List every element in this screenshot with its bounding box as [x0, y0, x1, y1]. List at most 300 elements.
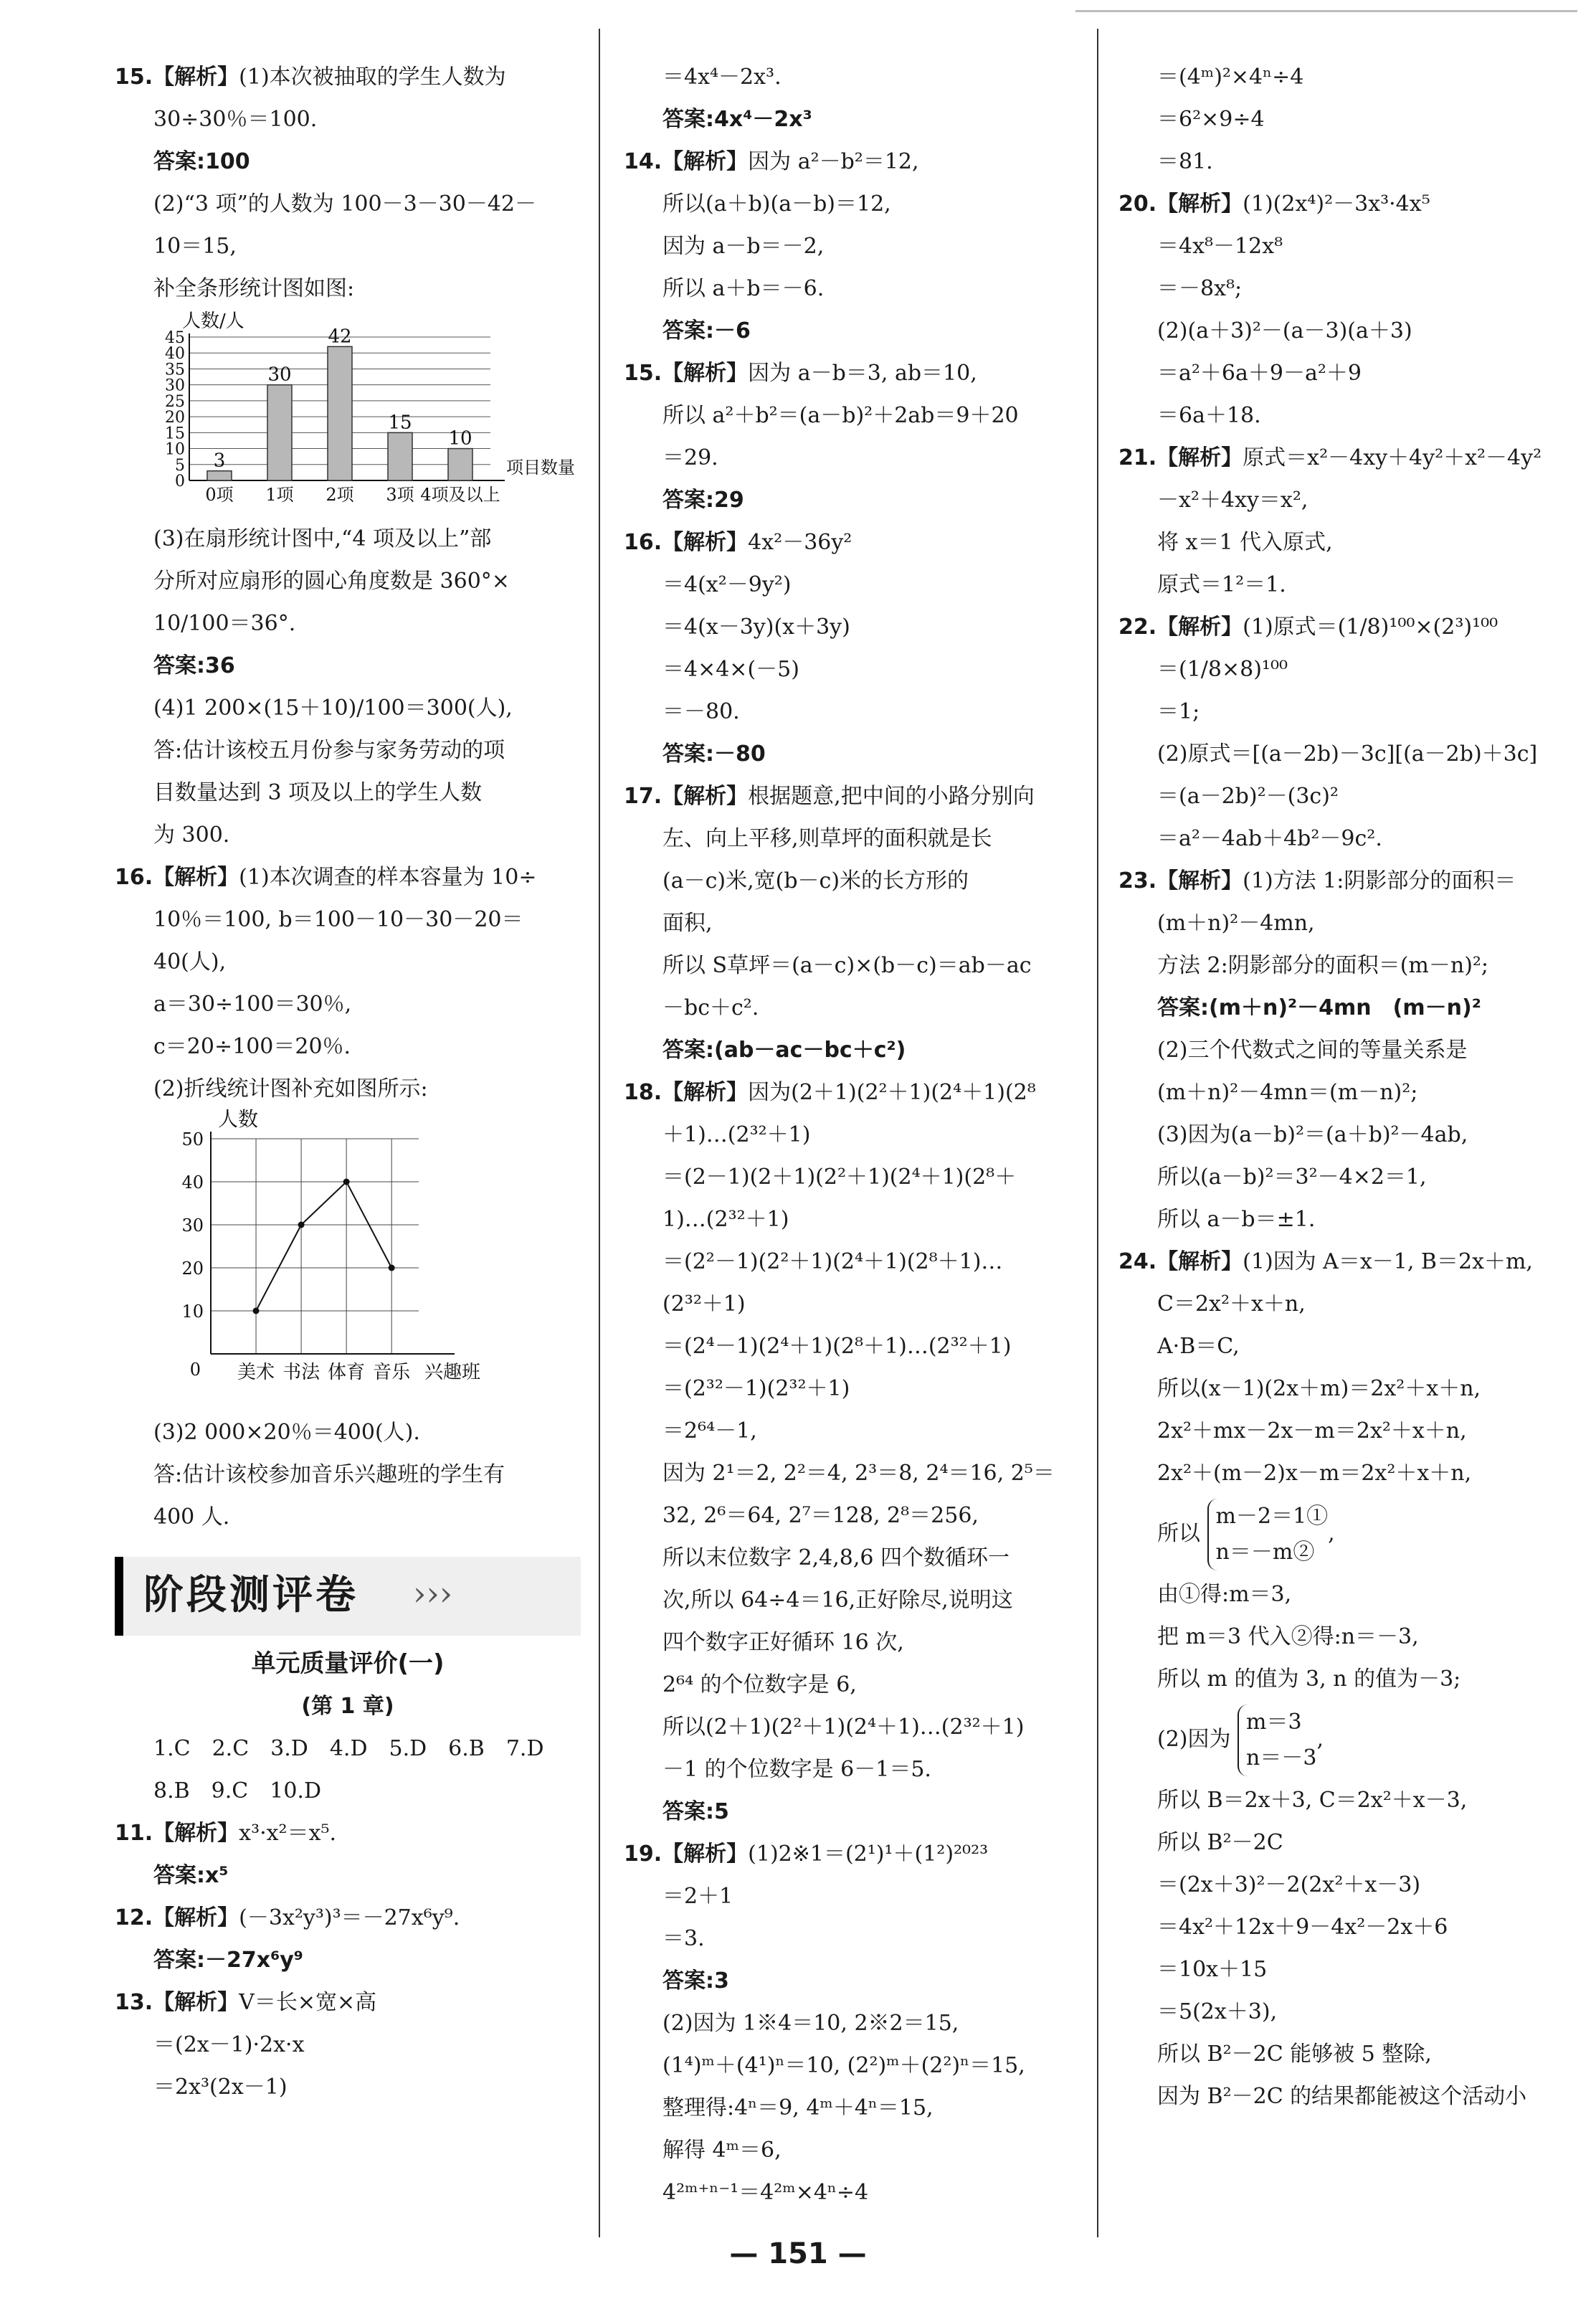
- x-tick-label: 美术: [237, 1362, 275, 1383]
- line-text: 10＝15,: [153, 234, 237, 259]
- text-line: [1118, 691, 1577, 733]
- data-label: 30: [267, 364, 292, 386]
- line-text: 因为 B²－2C 的结果都能被这个活动小: [1157, 2084, 1527, 2109]
- line-text: 答案:(m＋n)²－4mn (m－n)²: [1157, 995, 1481, 1020]
- line-text: 答案:29: [662, 488, 744, 513]
- text-line: [624, 2171, 1090, 2214]
- problem-line: [624, 141, 1090, 183]
- text-line: [1118, 1367, 1577, 1410]
- line-text: (3)因为(a－b)²＝(a＋b)²－4ab,: [1157, 1122, 1468, 1147]
- text-line: [1118, 1658, 1577, 1700]
- problem-line: [624, 521, 1090, 564]
- line-text: (m＋n)²－4mn＝(m－n)²;: [1157, 1080, 1418, 1105]
- origin-label: 0: [189, 1360, 201, 1380]
- system-brace: [1238, 1705, 1316, 1776]
- line-text: －bc＋c².: [662, 995, 759, 1020]
- line-text: ＝(a－2b)²－(3c)²: [1157, 784, 1339, 809]
- col3a-text: [1118, 56, 1577, 1494]
- line-text: 把 m＝3 代入②得:n＝－3,: [1157, 1624, 1419, 1649]
- problem-line: [115, 56, 581, 98]
- line-text: 答案:－27x⁶y⁹: [153, 1948, 303, 1973]
- text-line: [1118, 775, 1577, 817]
- line-chart-svg: [153, 1107, 526, 1397]
- y-tick-label: 10: [165, 440, 185, 459]
- text-line: [1118, 733, 1577, 775]
- text-line: [624, 691, 1090, 733]
- text-line: [1118, 1991, 1577, 2033]
- section-banner: [115, 1557, 581, 1636]
- line-text: ＝a²－4ab＋4b²－9c².: [1157, 826, 1382, 851]
- text-line: [1118, 56, 1577, 98]
- line-text: (4)1 200×(15＋10)/100＝300(人),: [153, 696, 513, 721]
- text-line: [1118, 2075, 1577, 2118]
- line-text: (3)2 000×20％＝400(人).: [153, 1420, 420, 1445]
- text-line: [624, 1241, 1090, 1283]
- text-line: [115, 1411, 581, 1454]
- line-text: (1)(2x⁴)²－3x³·4x⁵: [1243, 191, 1430, 217]
- answer-line: [624, 479, 1090, 521]
- line-text: ＝－80.: [662, 699, 740, 724]
- line-text: 目数量达到 3 项及以上的学生人数: [153, 780, 483, 805]
- line-text: (2)三个代数式之间的等量关系是: [1157, 1038, 1468, 1063]
- problem-line: [115, 1812, 581, 1854]
- line-text: ＝(4ᵐ)²×4ⁿ÷4: [1157, 65, 1304, 90]
- text-line: [624, 2044, 1090, 2087]
- line-text: 2⁶⁴ 的个位数字是 6,: [662, 1672, 857, 1697]
- line-text: 分所对应扇形的圆心角度数是 360°×: [153, 569, 510, 594]
- line-text: 答案:(ab－ac－bc＋c²): [662, 1038, 906, 1063]
- problem-label: 15.【解析】: [624, 361, 749, 386]
- line-text: ＝2＋1: [662, 1884, 733, 1909]
- x-axis-label: 兴趣班: [424, 1362, 481, 1383]
- col1b-text: [115, 518, 581, 1110]
- line-text: (a－c)米,宽(b－c)米的长方形的: [662, 868, 969, 893]
- column-3: [1118, 56, 1577, 2118]
- text-line: [1118, 394, 1577, 437]
- data-point: [298, 1222, 305, 1228]
- line-text: 答案:3: [662, 1968, 729, 1994]
- y-axis-label: 人数/人: [182, 311, 244, 332]
- line-text: ＝4x⁸－12x⁸: [1157, 234, 1283, 259]
- text-line: [624, 1114, 1090, 1156]
- x-tick-label: 0项: [205, 485, 234, 505]
- line-text: 四个数字正好循环 16 次,: [662, 1630, 904, 1655]
- problem-label: 19.【解析】: [624, 1841, 749, 1867]
- line-text: (1)因为 A＝x－1, B＝2x＋m,: [1243, 1249, 1533, 1274]
- col3b-text: [1118, 1573, 1577, 1700]
- line-text: 因为 a²－b²＝12,: [748, 149, 919, 174]
- answer-line: [115, 1939, 581, 1981]
- line-text: 30÷30％＝100.: [153, 107, 318, 132]
- line-chart: [153, 1107, 581, 1411]
- answer-line: [624, 733, 1090, 775]
- text-line: [624, 1748, 1090, 1791]
- equation-system-1: [1118, 1494, 1577, 1573]
- text-line: [624, 902, 1090, 944]
- text-line: [624, 267, 1090, 310]
- line-text: 400 人.: [153, 1504, 230, 1530]
- line-text: 所以(a－b)²＝3²－4×2＝1,: [1157, 1165, 1427, 1190]
- text-line: [1118, 1864, 1577, 1906]
- text-line: [115, 1727, 581, 1770]
- problem-line: [115, 856, 581, 899]
- problem-label: 23.【解析】: [1118, 868, 1243, 893]
- line-text: 所以(2＋1)(2²＋1)(2⁴＋1)…(2³²＋1): [662, 1715, 1025, 1740]
- line-text: 方法 2:阴影部分的面积＝(m－n)²;: [1157, 953, 1489, 978]
- line-text: ＝(2⁴－1)(2⁴＋1)(2⁸＋1)…(2³²＋1): [662, 1334, 1012, 1359]
- text-line: [624, 1706, 1090, 1748]
- line-text: 面积,: [662, 911, 713, 936]
- line-text: 所以 a－b＝±1.: [1157, 1207, 1316, 1232]
- y-tick-label: 30: [165, 376, 185, 395]
- y-tick-label: 35: [165, 361, 185, 379]
- line-text: ＝(2²－1)(2²＋1)(2⁴＋1)(2⁸＋1)…: [662, 1249, 1003, 1274]
- problem-label: 22.【解析】: [1118, 615, 1243, 640]
- text-line: [624, 2087, 1090, 2129]
- text-line: [1118, 98, 1577, 141]
- line-text: 因为(2＋1)(2²＋1)(2⁴＋1)(2⁸: [748, 1080, 1036, 1105]
- system-line: m＝3: [1246, 1710, 1302, 1735]
- answer-line: [624, 1960, 1090, 2002]
- text-line: [1118, 944, 1577, 987]
- line-text: 答案:100: [153, 149, 250, 174]
- text-line: [624, 1325, 1090, 1367]
- line-text: 10/100＝36°.: [153, 611, 296, 636]
- x-tick-label: 音乐: [373, 1362, 411, 1383]
- text-line: [624, 817, 1090, 860]
- y-tick-label: 0: [175, 473, 185, 490]
- problem-label: 18.【解析】: [624, 1080, 749, 1105]
- text-line: [1118, 1283, 1577, 1325]
- text-line: [1118, 2033, 1577, 2075]
- line-text: (1)本次被抽取的学生人数为: [239, 65, 506, 90]
- text-line: [624, 1664, 1090, 1706]
- text-line: [1118, 1616, 1577, 1658]
- text-line: [624, 1494, 1090, 1537]
- text-line: [115, 941, 581, 983]
- line-text: 为 300.: [153, 823, 230, 848]
- text-line: [624, 944, 1090, 987]
- text-line: [1118, 479, 1577, 521]
- text-line: [1118, 902, 1577, 944]
- problem-label: 13.【解析】: [115, 1990, 239, 2015]
- answer-line: [115, 645, 581, 687]
- y-tick-label: 15: [165, 425, 185, 443]
- col1-text: [115, 56, 581, 310]
- problem-label: 15.【解析】: [115, 65, 239, 90]
- line-text: (1)原式＝(1/8)¹⁰⁰×(2³)¹⁰⁰: [1243, 615, 1498, 640]
- text-line: [115, 183, 581, 225]
- line-text: 原式＝1²＝1.: [1157, 572, 1286, 597]
- bar: [207, 471, 232, 480]
- text-line: [1118, 1779, 1577, 1821]
- text-line: [115, 98, 581, 141]
- x-axis-label: 项目数量: [506, 458, 575, 478]
- line-text: 次,所以 64÷4＝16,正好除尽,说明这: [662, 1588, 1013, 1613]
- problem-label: 14.【解析】: [624, 149, 749, 174]
- data-label: 42: [328, 326, 352, 348]
- bar: [267, 385, 292, 480]
- text-line: [624, 1452, 1090, 1494]
- line-text: 1)…(2³²＋1): [662, 1207, 789, 1232]
- problem-line: [624, 775, 1090, 817]
- text-line: [624, 1367, 1090, 1410]
- problem-line: [1118, 437, 1577, 479]
- line-text: 整理得:4ⁿ＝9, 4ᵐ＋4ⁿ＝15,: [662, 2095, 934, 2120]
- line-text: 10％＝100, b＝100－10－30－20＝: [153, 907, 523, 932]
- line-text: ＝－8x⁸;: [1157, 276, 1243, 301]
- x-tick-label: 4项及以上: [420, 485, 500, 505]
- data-point: [253, 1308, 260, 1314]
- text-line: [624, 1875, 1090, 1918]
- text-line: [1118, 141, 1577, 183]
- text-line: [115, 518, 581, 560]
- text-line: [115, 687, 581, 729]
- text-line: [1118, 1452, 1577, 1494]
- x-tick-label: 1项: [265, 485, 294, 505]
- answer-line: [624, 1791, 1090, 1833]
- line-text: 所以 a＋b＝－6.: [662, 276, 825, 301]
- line-text: 32, 2⁶＝64, 2⁷＝128, 2⁸＝256,: [662, 1503, 979, 1528]
- line-text: 所以末位数字 2,4,8,6 四个数循环一: [662, 1545, 1010, 1570]
- line-text: 答案:4x⁴－2x³: [662, 107, 812, 132]
- problem-line: [115, 1981, 581, 2024]
- line-text: ＝4(x－3y)(x＋3y): [662, 615, 850, 640]
- line-text: (m＋n)²－4mn,: [1157, 911, 1315, 936]
- line-text: a＝30÷100＝30％,: [153, 992, 352, 1017]
- y-tick-label: 40: [165, 345, 185, 364]
- line-text: (2)(a＋3)²－(a－3)(a＋3): [1157, 318, 1412, 343]
- line-text: 因为 2¹＝2, 2²＝4, 2³＝8, 2⁴＝16, 2⁵＝: [662, 1461, 1055, 1486]
- system-prefix: 所以: [1157, 1521, 1200, 1546]
- text-line: [115, 983, 581, 1025]
- data-label: 15: [388, 412, 412, 434]
- column-divider: [599, 29, 600, 2237]
- text-line: [624, 564, 1090, 606]
- line-text: ＝4x⁴－2x³.: [662, 65, 782, 90]
- problem-line: [624, 1833, 1090, 1875]
- line-text: 答案:x⁵: [153, 1863, 229, 1888]
- line-text: ＝2x³(2x－1): [153, 2075, 288, 2100]
- column-2: [624, 56, 1090, 2214]
- line-text: 所以(a＋b)(a－b)＝12,: [662, 191, 891, 217]
- problem-line: [1118, 860, 1577, 902]
- text-line: [624, 2002, 1090, 2044]
- section-arrows: ›››: [413, 1574, 453, 1613]
- problem-line: [1118, 1241, 1577, 1283]
- line-text: ＝6a＋18.: [1157, 403, 1261, 428]
- problem-line: [1118, 183, 1577, 225]
- system-line: m－2＝1①: [1215, 1504, 1329, 1529]
- y-tick-label: 5: [175, 456, 185, 475]
- line-text: 所以 B²－2C: [1157, 1830, 1283, 1855]
- text-line: [1118, 1410, 1577, 1452]
- column-1: [115, 56, 581, 2108]
- line-text: V＝长×宽×高: [239, 1990, 377, 2015]
- line-text: 40(人),: [153, 949, 227, 975]
- text-line: [1118, 352, 1577, 394]
- text-line: [624, 2129, 1090, 2171]
- line-text: 补全条形统计图如图:: [153, 276, 355, 301]
- y-tick-label: 25: [165, 392, 185, 411]
- text-line: [624, 225, 1090, 267]
- line-text: 所以 a²＋b²＝(a－b)²＋2ab＝9＋20: [662, 403, 1019, 428]
- line-text: 由①得:m＝3,: [1157, 1582, 1292, 1607]
- problem-label: 21.【解析】: [1118, 445, 1243, 470]
- system-prefix: (2)因为: [1157, 1727, 1231, 1752]
- text-line: [115, 1770, 581, 1812]
- text-line: [115, 602, 581, 645]
- text-line: [1118, 1198, 1577, 1241]
- line-text: (1)本次调查的样本容量为 10÷: [239, 865, 537, 890]
- text-line: [115, 1025, 581, 1068]
- text-line: [1118, 564, 1577, 606]
- bar-chart: [153, 310, 581, 518]
- line-text: (2)折线统计图补充如图所示:: [153, 1076, 428, 1101]
- text-line: [624, 1918, 1090, 1960]
- line-text: ＝81.: [1157, 149, 1213, 174]
- bar: [448, 449, 472, 480]
- line-text: 4x²－36y²: [748, 530, 852, 555]
- text-line: [624, 987, 1090, 1029]
- text-line: [624, 1156, 1090, 1198]
- answer-line: [115, 1854, 581, 1897]
- chapter-label: (第 1 章): [301, 1694, 394, 1719]
- line-text: 所以 B＝2x＋3, C＝2x²＋x－3,: [1157, 1788, 1468, 1813]
- system-line: n＝－m②: [1215, 1540, 1315, 1565]
- line-text: (2)原式＝[(a－2b)－3c][(a－2b)＋3c]: [1157, 741, 1538, 767]
- equation-system-2: [1118, 1700, 1577, 1779]
- x-tick-label: 2项: [326, 485, 354, 505]
- text-line: [624, 183, 1090, 225]
- text-line: [115, 1068, 581, 1110]
- line-text: 答案:5: [662, 1799, 729, 1824]
- y-axis-label: 人数: [218, 1107, 259, 1131]
- text-line: [115, 1496, 581, 1538]
- answer-line: [1118, 987, 1577, 1029]
- line-text: x³·x²＝x⁵.: [239, 1821, 337, 1846]
- y-tick-label: 10: [181, 1302, 204, 1322]
- line-text: 根据题意,把中间的小路分别向: [748, 784, 1035, 809]
- line-text: 所以 m 的值为 3, n 的值为－3;: [1157, 1667, 1461, 1692]
- line-text: ＝4(x²－9y²): [662, 572, 792, 597]
- line-text: ＝4x²＋12x＋9－4x²－2x＋6: [1157, 1915, 1448, 1940]
- section-title: 阶段测评卷: [143, 1572, 358, 1618]
- text-line: [1118, 310, 1577, 352]
- text-line: [115, 814, 581, 856]
- col2-text: [624, 56, 1090, 2214]
- y-tick-label: 30: [181, 1215, 204, 1236]
- top-rule: [1075, 10, 1577, 12]
- line-text: ＝4×4×(－5): [662, 657, 799, 682]
- data-point: [389, 1265, 395, 1271]
- line-text: 所以(x－1)(2x＋m)＝2x²＋x＋n,: [1157, 1376, 1481, 1401]
- page-number: — 151 —: [729, 2237, 867, 2270]
- line-text: ＝3.: [662, 1926, 705, 1951]
- text-line: [1118, 1573, 1577, 1616]
- line-text: (2³²＋1): [662, 1291, 746, 1317]
- text-line: [115, 267, 581, 310]
- problem-label: 12.【解析】: [115, 1905, 239, 1930]
- line-text: (1⁴)ᵐ＋(4¹)ⁿ＝10, (2²)ᵐ＋(2²)ⁿ＝15,: [662, 2053, 1025, 2078]
- line-text: (2)因为 1※4＝10, 2※2＝15,: [662, 2011, 959, 2036]
- line-text: ＝(2x－1)·2x·x: [153, 2032, 305, 2057]
- line-text: 因为 a－b＝－2,: [662, 234, 825, 259]
- text-line: [1118, 1029, 1577, 1071]
- line-text: 答案:－80: [662, 741, 766, 767]
- text-line: [1118, 521, 1577, 564]
- line-text: 解得 4ᵐ＝6,: [662, 2138, 782, 2163]
- line-text: 2x²＋(m－2)x－m＝2x²＋x＋n,: [1157, 1461, 1472, 1486]
- text-line: [115, 225, 581, 267]
- line-text: 2x²＋mx－2x－m＝2x²＋x＋n,: [1157, 1418, 1467, 1444]
- line-text: (1)2※1＝(2¹)¹＋(1²)²⁰²³: [748, 1841, 989, 1867]
- bar: [388, 432, 412, 480]
- line-text: 答:估计该校五月份参与家务劳动的项: [153, 738, 505, 763]
- line-text: A·B＝C,: [1157, 1334, 1240, 1359]
- data-label: 3: [213, 450, 226, 472]
- line-text: ＝1;: [1157, 699, 1200, 724]
- line-text: 答案:－6: [662, 318, 751, 343]
- line-text: (1)方法 1:阴影部分的面积＝: [1243, 868, 1516, 893]
- unit-title: 单元质量评价(一): [251, 1649, 445, 1678]
- answer-line: [115, 141, 581, 183]
- text-line: [624, 1579, 1090, 1621]
- line-text: ＝(2－1)(2＋1)(2²＋1)(2⁴＋1)(2⁸＋: [662, 1165, 1017, 1190]
- bar: [328, 346, 352, 480]
- line-text: 4²ᵐ⁺ⁿ⁻¹＝4²ᵐ×4ⁿ÷4: [662, 2180, 869, 2205]
- bar-chart-svg: [153, 310, 575, 505]
- text-line: [1118, 817, 1577, 860]
- text-line: [1118, 1948, 1577, 1991]
- text-line: [1118, 1325, 1577, 1367]
- line-text: ＝6²×9÷4: [1157, 107, 1265, 132]
- text-line: [115, 560, 581, 602]
- problem-label: 16.【解析】: [115, 865, 239, 890]
- col1c-text: [115, 1411, 581, 1538]
- text-line: [624, 1410, 1090, 1452]
- text-line: [624, 860, 1090, 902]
- line-text: 所以 B²－2C 能够被 5 整除,: [1157, 2042, 1432, 2067]
- line-text: 因为 a－b＝3, ab＝10,: [748, 361, 977, 386]
- y-tick-label: 40: [181, 1172, 204, 1193]
- line-text: －x²＋4xy＝x²,: [1157, 488, 1308, 513]
- text-line: [1118, 267, 1577, 310]
- line-text: c＝20÷100＝20％.: [153, 1034, 351, 1059]
- problem-line: [624, 1071, 1090, 1114]
- system-line: n＝－3: [1246, 1745, 1317, 1771]
- text-line: [1118, 225, 1577, 267]
- text-line: [624, 606, 1090, 648]
- x-tick-label: 3项: [386, 485, 414, 505]
- answer-line: [624, 98, 1090, 141]
- text-line: [115, 729, 581, 772]
- line-text: (2)“3 项”的人数为 100－3－30－42－: [153, 191, 537, 217]
- text-line: [1118, 1071, 1577, 1114]
- line-text: 1.C 2.C 3.D 4.D 5.D 6.B 7.D: [153, 1736, 544, 1761]
- problem-label: 11.【解析】: [115, 1821, 239, 1846]
- x-tick-label: 体育: [328, 1362, 366, 1383]
- line-text: ＝(2³²－1)(2³²＋1): [662, 1376, 850, 1401]
- answer-line: [624, 1029, 1090, 1071]
- problem-label: 24.【解析】: [1118, 1249, 1243, 1274]
- problem-label: 20.【解析】: [1118, 191, 1243, 217]
- x-tick-label: 书法: [282, 1362, 320, 1383]
- col1d-text: [115, 1727, 581, 2108]
- problem-line: [624, 352, 1090, 394]
- y-tick-label: 20: [165, 409, 185, 427]
- text-line: [624, 1537, 1090, 1579]
